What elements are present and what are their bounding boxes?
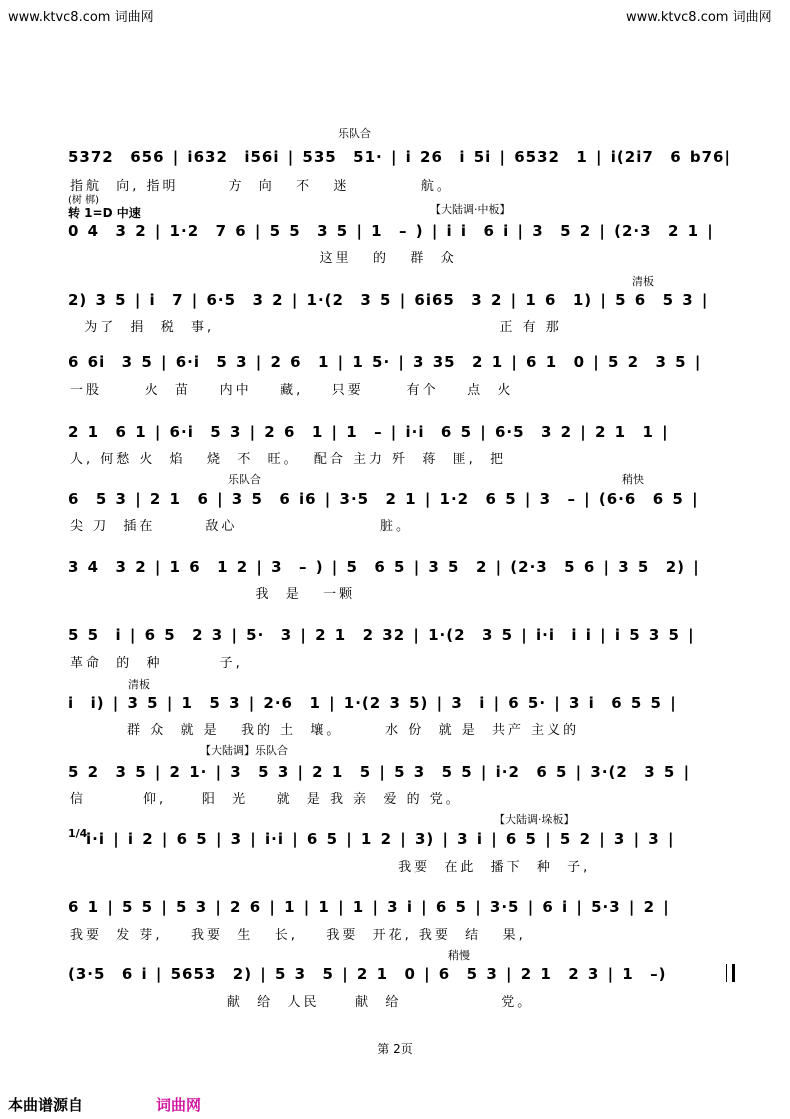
annotation: 清板: [632, 275, 654, 288]
header-url-right[interactable]: www.ktvc8.com 词曲网: [626, 10, 772, 25]
final-barline: [726, 964, 735, 982]
lyrics-line: 一股 火 苗 内中 藏, 只要 有个 点 火: [70, 383, 514, 398]
annotation: 清板: [128, 678, 150, 691]
performance-note: (树 梆): [68, 195, 99, 206]
lyrics-line: 我 是 一颗: [70, 587, 356, 602]
annotation: 稍快: [622, 473, 644, 486]
page-number: 第 2页: [377, 1042, 413, 1056]
section-marking: 【大陆调·垛板】: [494, 813, 575, 826]
notation-line: 6 1 | 5 5 | 5 3 | 2 6 | 1 | 1 | 1 | 3 i | 6 5 | 3·5 | 6 i | 5·3 | 2 |: [68, 898, 670, 916]
key-tempo-marking: 转 1=D 中速: [68, 206, 141, 220]
notation-line: 5372 656 | i632 i56i | 535 51· | i 26 i 5i | 6532 1 | i(2i7 6 b76|: [68, 148, 731, 166]
lyrics-line: 信 仰, 阳 光 就 是 我 亲 爱 的 党。: [70, 792, 462, 807]
annotation: 乐队合: [338, 127, 371, 140]
notation-line: 0 4 3 2 | 1·2 7 6 | 5 5 3 5 | 1 – ) | i i 6 i | 3 5 2 | (2·3 2 1 |: [68, 222, 714, 240]
notation-line: 6 5 3 | 2 1 6 | 3 5 6 i6 | 3·5 2 1 | 1·2 6 5 | 3 – | (6·6 6 5 |: [68, 490, 699, 508]
notation-line: (3·5 6 i | 5653 2) | 5 3 5 | 2 1 0 | 6 5 3 | 2 1 2 3 | 1 –): [68, 965, 667, 983]
lyrics-line: 指航 向, 指明 方 向 不 迷 航。: [70, 179, 453, 194]
notation-line: i·i | i 2 | 6 5 | 3 | i·i | 6 5 | 1 2 | 3) | 3 i | 6 5 | 5 2 | 3 | 3 |: [86, 830, 675, 848]
footer-source-link[interactable]: 词曲网: [156, 1096, 202, 1114]
time-signature: 1/4: [68, 827, 88, 840]
notation-line: 5 5 i | 6 5 2 3 | 5· 3 | 2 1 2 32 | 1·(2 3 5 | i·i i i | i 5 3 5 |: [68, 626, 695, 644]
notation-line: i i) | 3 5 | 1 5 3 | 2·6 1 | 1·(2 3 5) | 3 i | 6 5· | 3 i 6 5 5 |: [68, 694, 677, 712]
lyrics-line: 尖 刀 插在 敌心 脏。: [70, 519, 412, 534]
notation-line: 2 1 6 1 | 6·i 5 3 | 2 6 1 | 1 – | i·i 6 5 | 6·5 3 2 | 2 1 1 |: [68, 423, 669, 441]
notation-line: 6 6i 3 5 | 6·i 5 3 | 2 6 1 | 1 5· | 3 35 2 1 | 6 1 0 | 5 2 3 5 |: [68, 353, 702, 371]
lyrics-line: 献 给 人民 献 给 党。: [70, 995, 534, 1010]
annotation: 乐队合: [228, 473, 261, 486]
section-marking: 【大陆调·中板】: [430, 203, 511, 216]
header-url-left[interactable]: www.ktvc8.com 词曲网: [8, 10, 154, 25]
lyrics-line: 我要 在此 播下 种 子,: [70, 860, 591, 875]
lyrics-line: 我要 发 芽, 我要 生 长, 我要 开花, 我要 结 果,: [70, 928, 526, 943]
lyrics-line: 这里 的 群 众: [70, 251, 457, 266]
lyrics-line: 人, 何愁 火 焰 烧 不 旺。 配合 主力 歼 蒋 匪, 把: [70, 452, 507, 467]
notation-line: 3 4 3 2 | 1 6 1 2 | 3 – ) | 5 6 5 | 3 5 2 | (2·3 5 6 | 3 5 2) |: [68, 558, 700, 576]
lyrics-line: 群 众 就 是 我的 土 壤。 水 份 就 是 共产 主义的: [70, 723, 580, 738]
notation-line: 2) 3 5 | i 7 | 6·5 3 2 | 1·(2 3 5 | 6i65 3 2 | 1 6 1) | 5 6 5 3 |: [68, 291, 709, 309]
notation-line: 5 2 3 5 | 2 1· | 3 5 3 | 2 1 5 | 5 3 5 5 | i·2 6 5 | 3·(2 3 5 |: [68, 763, 691, 781]
annotation: 稍慢: [448, 949, 470, 962]
section-marking: 【大陆调】乐队合: [200, 744, 288, 757]
lyrics-line: 为了 捐 税 事, 正 有 那: [70, 320, 562, 335]
footer-source-label: 本曲谱源自: [8, 1096, 84, 1114]
lyrics-line: 革命 的 种 子,: [70, 656, 243, 671]
